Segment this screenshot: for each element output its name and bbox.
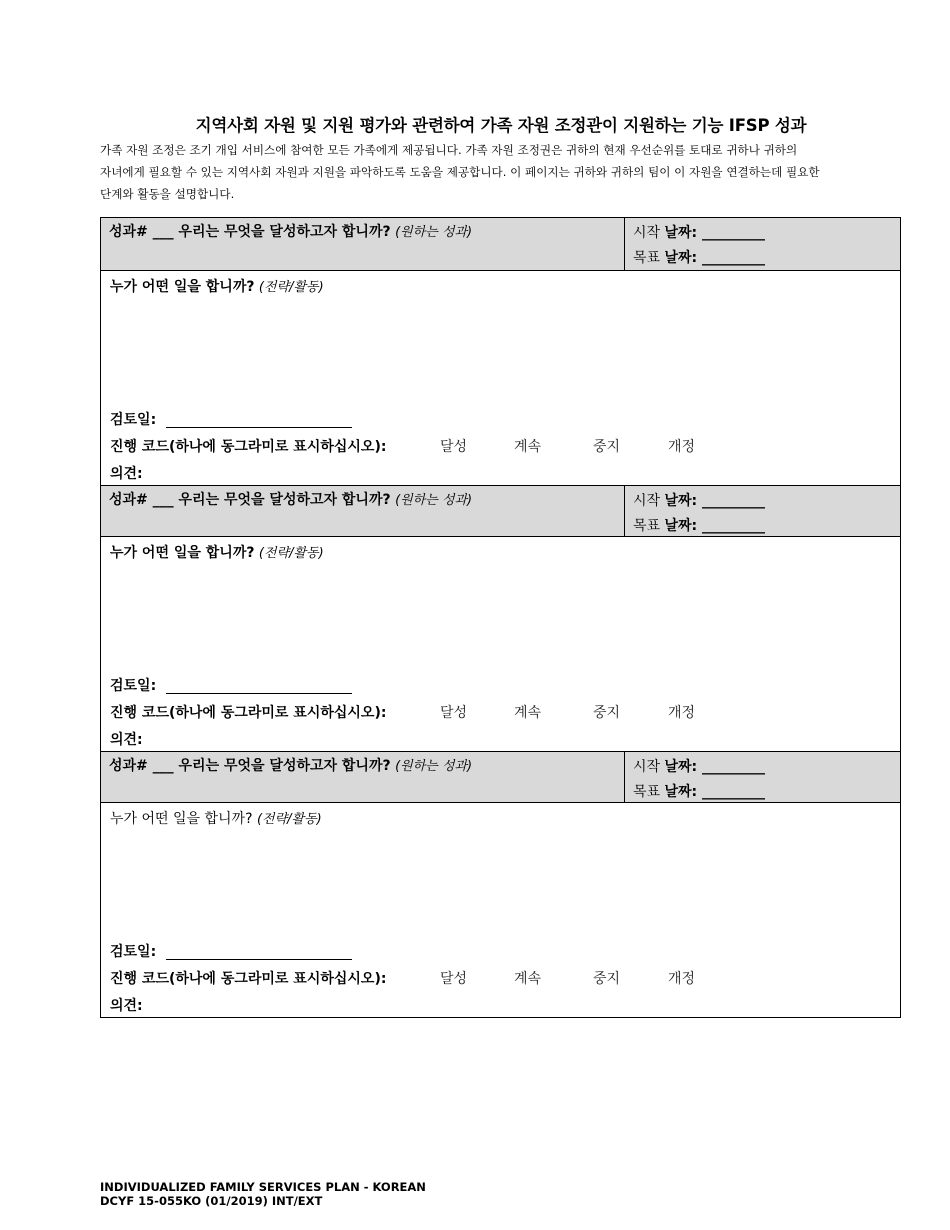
target-date-label: 날짜: _________ bbox=[664, 784, 766, 800]
who-label: 누가 어떤 일을 합니까? bbox=[110, 279, 255, 295]
who-hint: (전략/활동) bbox=[258, 280, 324, 295]
outcome-header bbox=[101, 485, 900, 537]
target-date-label: 날짜: _________ bbox=[664, 518, 766, 534]
start-date-prefix: 시작 bbox=[633, 225, 665, 241]
progress-label: 진행 코드(하나에 동그라미로 표시하십시오): bbox=[110, 705, 387, 721]
review-date-field[interactable] bbox=[166, 943, 352, 960]
who-hint: (전략/활동) bbox=[256, 812, 322, 827]
review-date-row bbox=[110, 409, 352, 429]
outcome-question-cell[interactable] bbox=[101, 752, 625, 802]
comments-label: 의견: bbox=[110, 466, 143, 482]
strategies-area[interactable] bbox=[101, 271, 900, 485]
target-date-field[interactable] bbox=[633, 780, 892, 805]
option-achieved[interactable]: 달성 bbox=[440, 705, 468, 721]
start-date-field[interactable] bbox=[633, 755, 892, 780]
dates-cell bbox=[625, 218, 900, 270]
target-date-prefix: 목표 bbox=[633, 250, 665, 266]
start-date-prefix: 시작 bbox=[633, 493, 665, 509]
option-revise[interactable]: 개정 bbox=[668, 705, 696, 721]
progress-label: 진행 코드(하나에 동그라미로 표시하십시오): bbox=[110, 439, 387, 455]
strategies-area[interactable] bbox=[101, 537, 900, 751]
comments-label: 의견: bbox=[110, 998, 143, 1014]
outcome-block-3 bbox=[101, 751, 900, 1017]
start-date-field[interactable] bbox=[633, 221, 892, 246]
footer-form-number: DCYF 15-055KO (01/2019) INT/EXT bbox=[100, 1194, 323, 1208]
target-date-prefix: 목표 bbox=[633, 518, 665, 534]
strategies-area[interactable] bbox=[101, 803, 900, 1017]
option-continue[interactable]: 계속 bbox=[514, 705, 542, 721]
who-hint: (전략/활동) bbox=[258, 546, 324, 561]
page-title: 지역사회 자원 및 지원 평가와 관련하여 가족 자원 조정관이 지원하는 기능 IFSP 성과 bbox=[195, 116, 807, 135]
start-date-prefix: 시작 bbox=[633, 759, 665, 775]
outcome-block-1 bbox=[101, 218, 900, 485]
option-continue[interactable]: 계속 bbox=[514, 971, 542, 987]
review-date-row bbox=[110, 675, 352, 695]
start-date-label: 날짜: _________ bbox=[664, 225, 766, 241]
intro-line: 단계와 활동을 설명합니다. bbox=[100, 187, 235, 201]
outcome-header bbox=[101, 751, 900, 803]
outcome-label: 성과# ___ 우리는 무엇을 달성하고자 합니까? bbox=[109, 224, 391, 240]
dates-cell bbox=[625, 752, 900, 802]
who-label: 누가 어떤 일을 합니까? bbox=[110, 545, 255, 561]
progress-code-row bbox=[110, 702, 696, 722]
start-date-label: 날짜: _________ bbox=[664, 759, 766, 775]
option-achieved[interactable]: 달성 bbox=[440, 439, 468, 455]
review-label: 검토일: bbox=[110, 678, 157, 694]
target-date-field[interactable] bbox=[633, 246, 892, 271]
outcome-question-cell[interactable] bbox=[101, 486, 625, 536]
start-date-label: 날짜: _________ bbox=[664, 493, 766, 509]
review-date-field[interactable] bbox=[166, 411, 352, 428]
intro-line: 자녀에게 필요할 수 있는 지역사회 자원과 지원을 파악하도록 도움을 제공합니다. 이 페이지는 귀하와 귀하의 팀이 이 자원을 연결하는데 필요한 bbox=[100, 165, 820, 179]
option-continue[interactable]: 계속 bbox=[514, 439, 542, 455]
outcome-hint: (원하는 성과) bbox=[395, 759, 473, 774]
option-revise[interactable]: 개정 bbox=[668, 439, 696, 455]
outcome-block-2 bbox=[101, 485, 900, 751]
option-achieved[interactable]: 달성 bbox=[440, 971, 468, 987]
review-date-field[interactable] bbox=[166, 677, 352, 694]
intro-paragraph bbox=[100, 139, 900, 205]
outcome-label: 성과# ___ 우리는 무엇을 달성하고자 합니까? bbox=[109, 758, 391, 774]
outcome-header bbox=[101, 218, 900, 271]
outcome-question-cell[interactable] bbox=[101, 218, 625, 270]
who-does-what bbox=[110, 542, 324, 562]
outcome-hint: (원하는 성과) bbox=[395, 493, 473, 508]
progress-code-row bbox=[110, 968, 696, 988]
outcomes-form-table bbox=[100, 217, 901, 1018]
target-date-label: 날짜: _________ bbox=[664, 250, 766, 266]
review-date-row bbox=[110, 941, 352, 961]
intro-line: 가족 자원 조정은 조기 개입 서비스에 참여한 모든 가족에게 제공됩니다. 가족 자원 조정권은 귀하의 현재 우선순위를 토대로 귀하나 귀하의 bbox=[100, 143, 798, 157]
comments-label: 의견: bbox=[110, 732, 143, 748]
option-discontinue[interactable]: 중지 bbox=[593, 439, 621, 455]
who-does-what bbox=[110, 276, 324, 296]
target-date-prefix: 목표 bbox=[633, 784, 665, 800]
start-date-field[interactable] bbox=[633, 489, 892, 514]
target-date-field[interactable] bbox=[633, 514, 892, 539]
progress-code-row bbox=[110, 436, 696, 456]
who-does-what bbox=[110, 808, 322, 828]
review-label: 검토일: bbox=[110, 944, 157, 960]
option-discontinue[interactable]: 중지 bbox=[593, 971, 621, 987]
outcome-hint: (원하는 성과) bbox=[395, 225, 473, 240]
footer-plan-name: INDIVIDUALIZED FAMILY SERVICES PLAN - KOREAN bbox=[100, 1180, 426, 1194]
form-footer bbox=[100, 1180, 426, 1208]
who-label: 누가 어떤 일을 합니까? bbox=[110, 811, 253, 827]
progress-label: 진행 코드(하나에 동그라미로 표시하십시오): bbox=[110, 971, 387, 987]
option-revise[interactable]: 개정 bbox=[668, 971, 696, 987]
review-label: 검토일: bbox=[110, 412, 157, 428]
dates-cell bbox=[625, 486, 900, 536]
option-discontinue[interactable]: 중지 bbox=[593, 705, 621, 721]
outcome-label: 성과# ___ 우리는 무엇을 달성하고자 합니까? bbox=[109, 492, 391, 508]
